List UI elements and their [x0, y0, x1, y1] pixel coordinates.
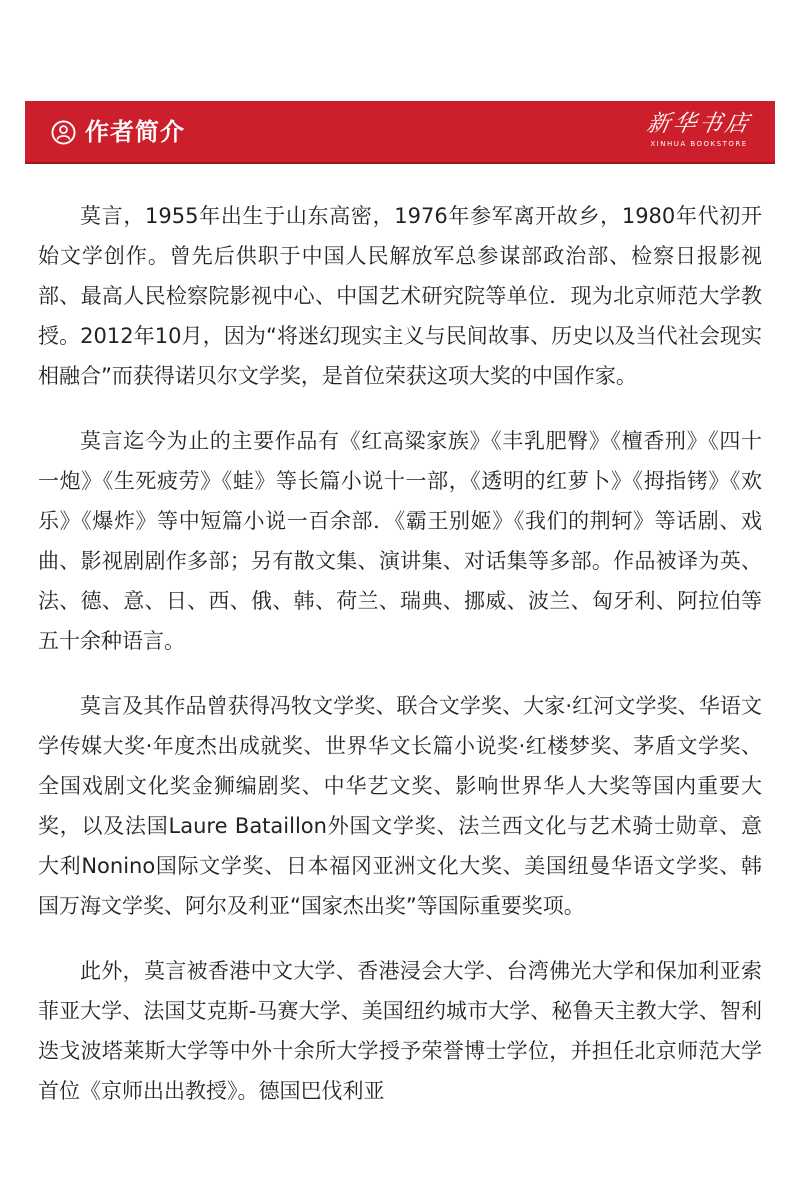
logo-english-text: XINHUA BOOKSTORE: [650, 140, 748, 148]
bio-paragraph-awards: 莫言及其作品曾获得冯牧文学奖、联合文学奖、大家·红河文学奖、华语文学传媒大奖·年度杰出成就奖、世界华文长篇小说奖·红楼梦奖、茅盾文学奖、全国戏剧文化奖金狮编剧奖、中华艺文奖、影响世界华人大奖等国内重要大奖，以及法国Laure Bataillon外国文学奖、法兰西文化与艺术骑士勋章、意大利Nonino国际文学奖、日本福冈亚洲文化大奖、美国纽曼华语文学奖、韩国万海文学奖、阿尔及利亚“国家杰出奖”等国际重要奖项。: [38, 694, 762, 918]
author-bio-content: [38, 196, 762, 1136]
section-header-banner: [25, 101, 775, 164]
bio-paragraph-works: 莫言迄今为止的主要作品有《红高粱家族》《丰乳肥臀》《檀香刑》《四十一炮》《生死疲劳》《蛙》等长篇小说十一部，《透明的红萝卜》《拇指铐》《欢乐》《爆炸》等中短篇小说一百余部．《霸王别姬》《我们的荆轲》等话剧、戏曲、影视剧剧作多部；另有散文集、演讲集、对话集等多部。作品被译为英、法、德、意、日、西、俄、韩、荷兰、瑞典、挪威、波兰、匈牙利、阿拉伯等五十余种语言。: [38, 429, 762, 653]
user-circle-icon: [51, 120, 76, 145]
bio-paragraph-intro: 莫言，1955年出生于山东高密，1976年参军离开故乡，1980年代初开始文学创作。曾先后供职于中国人民解放军总参谋部政治部、检察日报影视部、最高人民检察院影视中心、中国艺术研究院等单位．现为北京师范大学教授。2012年10月，因为“将迷幻现实主义与民间故事、历史以及当代社会现实相融合”而获得诺贝尔文学奖，是首位荣获这项大奖的中国作家。: [38, 204, 762, 388]
xinhua-bookstore-logo: [643, 109, 755, 157]
section-title: 作者简介: [85, 118, 185, 146]
logo-chinese-text: 新华书店: [644, 111, 754, 137]
bio-paragraph-honors: 此外，莫言被香港中文大学、香港浸会大学、台湾佛光大学和保加利亚索菲亚大学、法国艾克斯-马赛大学、美国纽约城市大学、秘鲁天主教大学、智利迭戈波塔莱斯大学等中外十余所大学授予荣誉博士学位，并担任北京师范大学首位《京师出出教授》。德国巴伐利亚: [38, 959, 762, 1103]
